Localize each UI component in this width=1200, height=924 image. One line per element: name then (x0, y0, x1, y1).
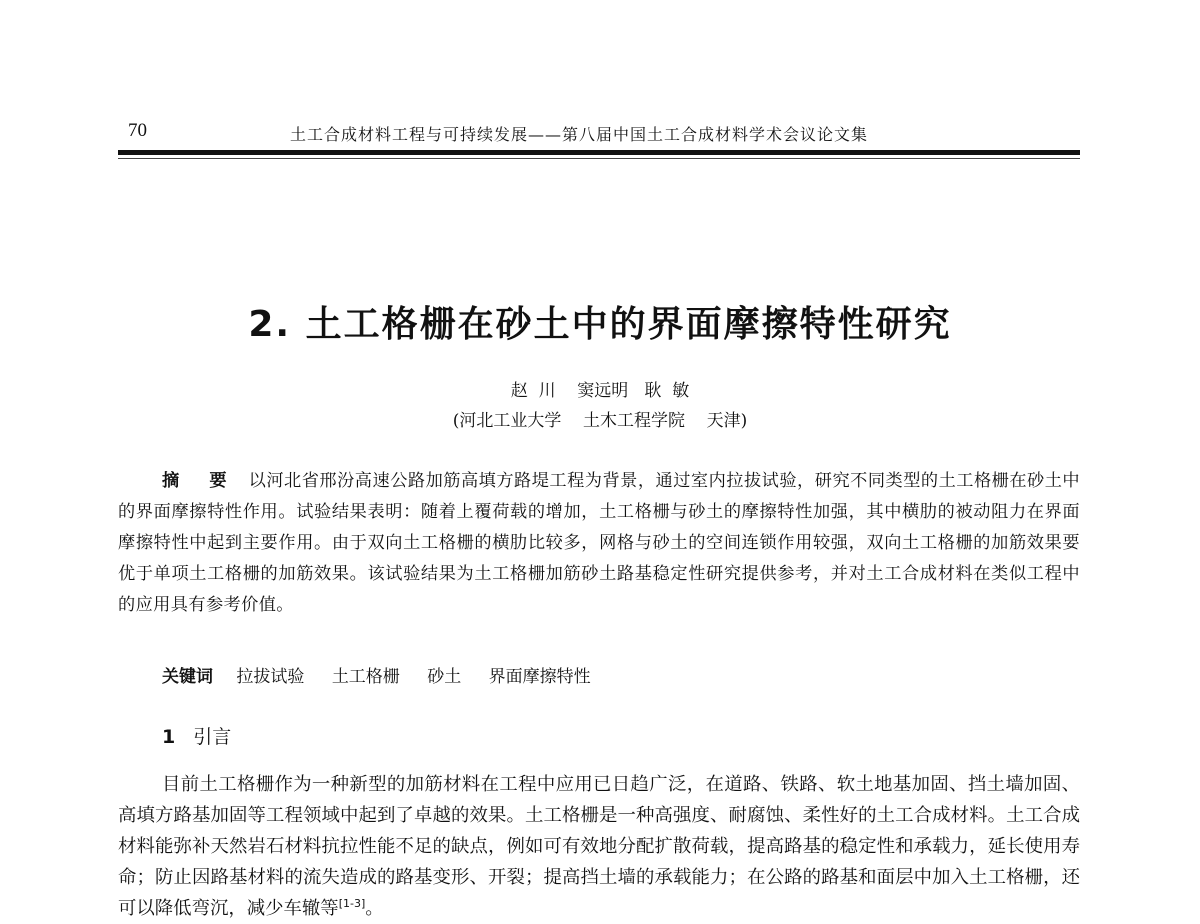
keyword: 拉拔试验 (236, 667, 305, 687)
abstract (118, 466, 1080, 621)
section-heading (162, 722, 231, 749)
keyword: 界面摩擦特性 (488, 667, 591, 687)
section-number: 1 (162, 726, 176, 748)
keywords (162, 662, 613, 687)
keyword: 土工格栅 (331, 667, 400, 687)
header-rule-thin (118, 158, 1080, 159)
article-title: 2. 土工格栅在砂土中的界面摩擦特性研究 (248, 304, 952, 345)
section-body-end: 。 (365, 898, 384, 919)
page-number: 70 (128, 120, 147, 141)
keywords-label: 关键词 (162, 667, 213, 687)
header-rule-thick (118, 150, 1080, 155)
abstract-text: 以河北省邢汾高速公路加筋高填方路堤工程为背景，通过室内拉拔试验，研究不同类型的土工格栅在砂土中的界面摩擦特性作用。试验结果表明：随着上覆荷载的增加，土工格栅与砂土的摩擦特性加强，其中横肋的被动阻力在界面摩擦特性中起到主要作用。由于双向土工格栅的横肋比较多，网格与砂土的空间连锁作用较强，双向土工格栅的加筋效果要优于单项土工格栅的加筋效果。该试验结果为土工格栅加筋砂土路基稳定性研究提供参考，并对土工合成材料在类似工程中的应用具有参考价值。 (118, 471, 1080, 615)
keyword: 砂土 (427, 667, 462, 687)
citation: [1-3] (338, 896, 366, 910)
abstract-label: 摘 要 (162, 471, 239, 491)
section-body (118, 769, 1080, 924)
section-title: 引言 (193, 726, 232, 748)
running-head: 土工合成材料工程与可持续发展——第八届中国土工合成材料学术会议论文集 (290, 125, 869, 144)
section-body-text: 目前土工格栅作为一种新型的加筋材料在工程中应用已日趋广泛，在道路、铁路、软土地基加固、挡土墙加固、高填方路基加固等工程领域中起到了卓越的效果。土工格栅是一种高强度、耐腐蚀、柔性好的土工合成材料。土工合成材料能弥补天然岩石材料抗拉性能不足的缺点，例如可有效地分配扩散荷载，提高路基的稳定性和承载力，延长使用寿命；防止因路基材料的流失造成的路基变形、开裂；提高挡土墙的承载能力；在公路的路基和面层中加入土工格栅，还可以降低弯沉，减少车辙等 (118, 774, 1080, 919)
authors: 赵 川 窦远明 耿 敏 (510, 381, 690, 401)
affiliation: (河北工业大学 土木工程学院 天津) (452, 411, 748, 431)
